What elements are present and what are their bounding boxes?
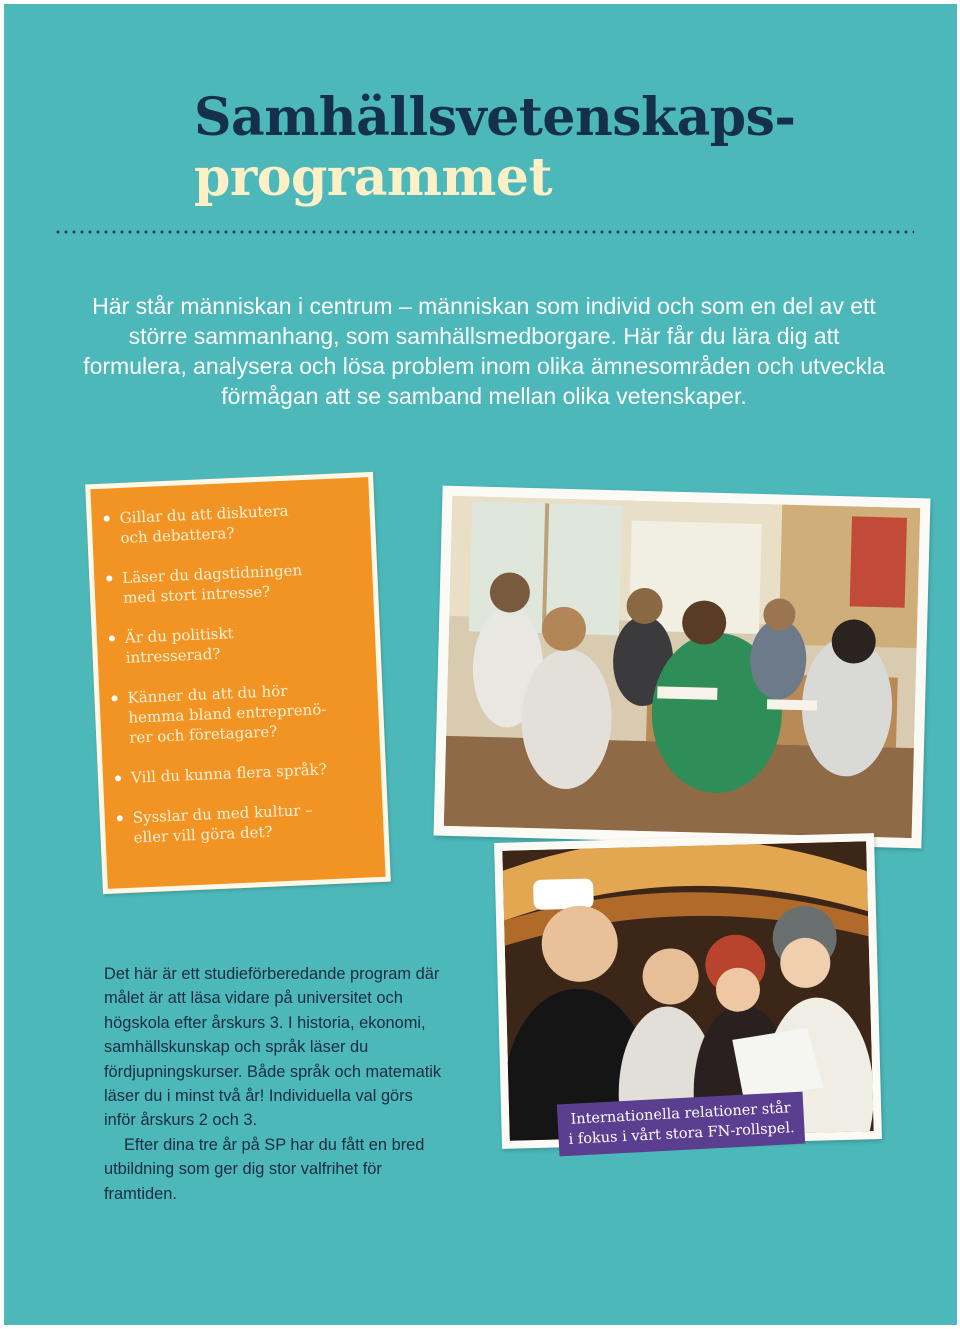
- intro-paragraph: Här står människan i centrum – människan som individ och som en del av ett större sammanhang, som samhällsmedborgare. Här får du lära dig att formulera, analysera och lösa problem inom olika ämnesområden och utveckla förmågan att se samband mellan olika vetenskaper.: [83, 293, 885, 409]
- classroom-photo: [434, 486, 931, 849]
- classroom-photo-image: [444, 496, 920, 838]
- question-item: Läser du dagstidningen med stort intresse?: [112, 557, 364, 608]
- question-item: Känner du att du hör hemma bland entreprenö- rer och företagare?: [117, 677, 369, 748]
- body-text: [104, 962, 449, 1206]
- brochure-page: [4, 4, 957, 1325]
- page-title: [194, 88, 795, 208]
- body-paragraph-1: Det här är ett studieförberedande program där målet är att läsa vidare på universitet och högskola efter årskurs 3. I historia, ekonomi, samhällskunskap och språk läser du fördjupningskurser. Både språk och matematik läser du i minst två år! Individuella val görs inför årskurs 2 och 3.: [104, 965, 442, 1130]
- body-paragraph-2: Efter dina tre år på SP har du fått en bred utbildning som ger dig stor valfrihet för framtiden.: [104, 1135, 425, 1203]
- photo-caption: Internationella relationer står i fokus i vårt stora FN-rollspel.: [557, 1092, 806, 1157]
- question-item: Gillar du att diskutera och debattera?: [109, 498, 361, 549]
- title-line-1: Samhällsvetenskaps-: [194, 87, 796, 148]
- title-line-2: programmet: [194, 147, 553, 208]
- un-roleplay-photo-image: [502, 841, 873, 1140]
- question-item: Är du politiskt intresserad?: [114, 617, 366, 668]
- question-item: Vill du kunna flera språk?: [121, 757, 372, 788]
- question-card: [85, 472, 391, 894]
- question-item: Sysslar du med kultur – eller vill göra det?: [122, 797, 374, 848]
- dotted-divider: [54, 230, 914, 234]
- question-list: [90, 477, 383, 849]
